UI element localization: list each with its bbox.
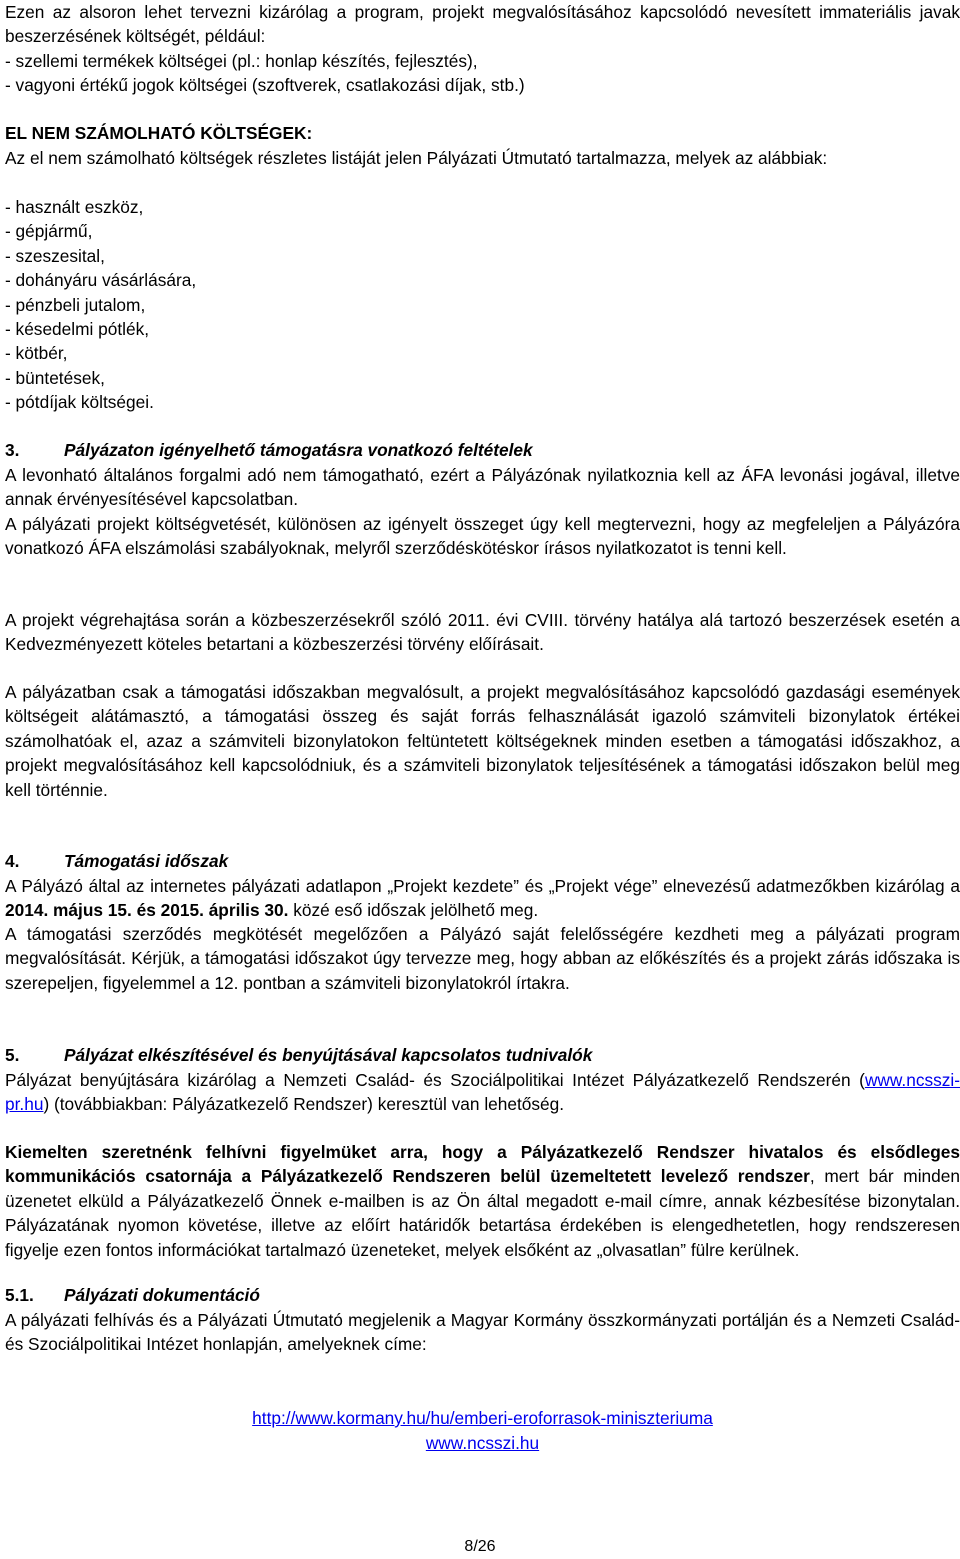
section-3-paragraph: A projekt végrehajtása során a közbeszerzésekről szóló 2011. évi CVIII. törvény hatálya alá tartozó beszerzések esetén a Kedvezményezett köteles betartani a közbeszerzési törvény előírásait. bbox=[5, 610, 960, 655]
list-item: - gépjármű, bbox=[5, 221, 93, 242]
date-range: 2014. május 15. és 2015. április 30. bbox=[5, 900, 289, 921]
section-title: Pályázaton igényelhető támogatásra vonatkozó feltételek bbox=[64, 440, 533, 460]
section-number: 5.1. bbox=[5, 1285, 34, 1305]
section-5-1-heading bbox=[5, 1283, 260, 1307]
kormany-link[interactable]: http://www.kormany.hu/hu/emberi-eroforrasok-miniszteriuma bbox=[252, 1408, 713, 1428]
intro-paragraph: Ezen az alsoron lehet tervezni kizárólag a program, projekt megvalósításához kapcsolódó nevesített immateriális javak beszerzésének költségét, például: bbox=[5, 2, 960, 47]
section-4-heading bbox=[5, 849, 228, 873]
page-number: 8/26 bbox=[464, 1538, 496, 1555]
section-3-paragraph: A pályázati projekt költségvetését, különösen az igényelt összeget úgy kell megtervezni, hogy az megfeleljen a Pályázóra vonatkozó ÁFA elszámolási szabályoknak, melyről szerződéskötéskor írásos nyilatkozatot is tenni kell. bbox=[5, 514, 960, 559]
section-5-paragraph bbox=[5, 1068, 960, 1117]
section-4-paragraph bbox=[5, 874, 960, 923]
section-number: 4. bbox=[5, 851, 20, 871]
intro-item: - szellemi termékek költségei (pl.: honlap készítés, fejlesztés), bbox=[5, 51, 478, 71]
list-item: - késedelmi pótlék, bbox=[5, 319, 150, 340]
text-run: ) (továbbiakban: Pályázatkezelő Rendszer) keresztül van lehetőség. bbox=[43, 1094, 565, 1115]
ncsszi-link[interactable]: www.ncsszi.hu bbox=[425, 1433, 540, 1453]
section-3-paragraph: A pályázatban csak a támogatási időszakban megvalósult, a projekt megvalósításához kapcsolódó gazdasági események költségeit alátámasztó, a támogatási összeg és saját forrás felhasználását igazoló számviteli bizonylatok értékei számolhatóak el, azaz a számviteli bizonylatokon feltüntetett költségeknek minden esetben a támogatási időszakhoz, a projekt megvalósításához kell kapcsolódniuk, és a számviteli bizonylatok teljesítésének a támogatási időszakon belül meg kell történnie. bbox=[5, 682, 960, 800]
section-number: 5. bbox=[5, 1045, 20, 1065]
ncsszi-link-line bbox=[5, 1431, 960, 1455]
section-5-paragraph bbox=[5, 1140, 960, 1262]
text-run: Pályázat benyújtására kizárólag a Nemzeti Család- és Szociálpolitikai Intézet Pályázatkezelő Rendszerén ( bbox=[5, 1070, 865, 1090]
list-item: - használt eszköz, bbox=[5, 197, 144, 217]
nonaccountable-heading: EL NEM SZÁMOLHATÓ KÖLTSÉGEK: bbox=[5, 123, 313, 143]
section-4-paragraph: A támogatási szerződés megkötését megelőzően a Pályázó saját felelősségére kezdheti meg a pályázati program megvalósítását. Kérjük, a támogatási időszakot úgy tervezze meg, hogy abban az előkészítés és a projekt zárás időszaka is szerepeljen, figyelemmel a 12. pontban a számviteli bizonylatokról írtakra. bbox=[5, 924, 960, 993]
section-title: Pályázati dokumentáció bbox=[64, 1285, 260, 1305]
text-run: , mert bár minden üzenetet elküld a Pályázatkezelő Önnek e-mailben is az Ön által megadott e-mail címre, annak kézbesítése bizonytalan. Pályázatának nyomon követése, illetve az előírt határidők betartása érdekében is elengedhetetlen, hogy rendszeresen figyelje ezen fontos információkat tartalmazó üzeneteket, melyek elsőként az „olvasatlan” fülre kerülnek. bbox=[5, 1166, 960, 1260]
emphasis-text: Kiemelten szeretnénk felhívni figyelmüket arra, hogy a Pályázatkezelő Rendszer hivatalos és elsődleges kommunikációs csatornája a Pályázatkezelő Rendszeren belül üzemeltetett levelező rendszer bbox=[5, 1142, 960, 1187]
section-title: Támogatási időszak bbox=[64, 851, 229, 871]
section-5-heading bbox=[5, 1043, 592, 1067]
section-3-heading bbox=[5, 438, 533, 462]
list-item: - pótdíjak költségei. bbox=[5, 392, 154, 413]
section-title: Pályázat elkészítésével és benyújtásával kapcsolatos tudnivalók bbox=[64, 1045, 593, 1065]
list-item: - kötbér, bbox=[5, 343, 68, 364]
section-5-1-paragraph: A pályázati felhívás és a Pályázati Útmutató megjelenik a Magyar Kormány összkormányzati portálján és a Nemzeti Család- és Szociálpolitikai Intézet honlapján, amelyeknek címe: bbox=[5, 1310, 960, 1355]
section-number: 3. bbox=[5, 440, 20, 460]
intro-item: - vagyoni értékű jogok költségei (szoftverek, csatlakozási díjak, stb.) bbox=[5, 75, 525, 95]
list-item: - büntetések, bbox=[5, 367, 105, 388]
list-item: - szeszesital, bbox=[5, 245, 105, 266]
list-item: - dohányáru vásárlására, bbox=[5, 270, 197, 291]
list-item: - pénzbeli jutalom, bbox=[5, 294, 146, 315]
text-run: közé eső időszak jelölhető meg. bbox=[288, 900, 539, 921]
text-run: A Pályázó által az internetes pályázati adatlapon „Projekt kezdete” és „Projekt vége” elnevezésű adatmezőkben kizárólag a bbox=[5, 876, 960, 896]
nonaccountable-intro: Az el nem számolható költségek részletes listáját jelen Pályázati Útmutató tartalmazza, melyek az alábbiak: bbox=[5, 148, 828, 168]
ncsszi-pr-link[interactable]: www.ncsszi-pr.hu bbox=[5, 1070, 960, 1115]
kormany-link-line bbox=[5, 1406, 960, 1430]
nonaccountable-list bbox=[5, 195, 196, 415]
section-3-paragraph: A levonható általános forgalmi adó nem támogatható, ezért a Pályázónak nyilatkoznia kell az ÁFA levonási jogával, illetve annak érvényesítésével kapcsolatban. bbox=[5, 465, 960, 510]
